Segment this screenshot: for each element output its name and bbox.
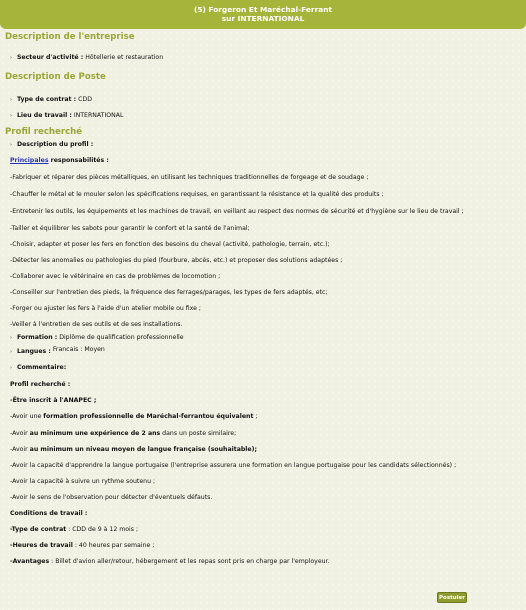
requirement-pace: -Avoir la capacité à suivre un rythme soutenu ; <box>10 478 156 485</box>
training-row: › Formation : Diplôme de qualification professionnelle <box>10 334 184 341</box>
responsibility-item: -Chauffer le métal et le mouler selon les spécifications requises, en garantissant la résistance et la qualité des produits ; <box>10 191 384 198</box>
contract-row: › Type de contrat : CDD <box>10 96 92 103</box>
responsibility-item: -Tailler et équilibrer les sabots pour garantir le confort et la santé de l'animal; <box>10 225 250 232</box>
requirement-training: -Avoir une formation professionnelle de Maréchal-ferrantou équivalent ; <box>10 413 258 420</box>
bullet-icon: › <box>10 97 12 103</box>
anapec-requirement: -Être inscrit à l'ANAPEC ; <box>10 397 97 404</box>
bullet-icon: › <box>10 55 12 61</box>
bullet-icon: › <box>10 142 12 148</box>
job-header <box>0 0 526 29</box>
requirement-experience: -Avoir au minimum une expérience de 2 ans dans un poste similaire; <box>10 430 237 437</box>
responsibilities-heading: Principales responsabilités : <box>10 157 109 164</box>
bullet-icon: › <box>10 349 12 355</box>
condition-benefits: -Avantages : Billet d'avion aller/retour, hébergement et les repas sont pris en charge par l'employeur. <box>10 558 330 565</box>
conditions-label: Conditions de travail : <box>10 510 88 517</box>
job-title: (5) Forgeron Et Maréchal-Ferrant <box>193 5 333 14</box>
responsibility-item: -Forger ou ajuster les fers à l'aide d'un atelier mobile ou fixe ; <box>10 305 202 312</box>
responsibility-item: -Détecter les anomalies ou pathologies du pied (fourbure, abcès, etc.) et proposer des solutions adaptées ; <box>10 257 343 264</box>
responsibility-item: -Entretenir les outils, les équipements et les machines de travail, en veillant au respect des normes de sécurité et d'hygiène sur le lieu de travail ; <box>10 208 464 215</box>
location-row: › Lieu de travail : INTERNATIONAL <box>10 112 124 119</box>
sector-row: › Secteur d'activité : Hôtellerie et restauration <box>10 54 164 61</box>
requirement-french: -Avoir au minimum un niveau moyen de langue française (souhaitable); <box>10 446 257 453</box>
responsibility-item: -Choisir, adapter et poser les fers en fonction des besoins du cheval (activité, pathologie, terrain, etc.); <box>10 241 330 248</box>
section-title-profile: Profil recherché <box>5 127 83 137</box>
requirement-observation: -Avoir le sens de l'observation pour détecter d'éventuels défauts. <box>10 494 213 501</box>
sub-profile-label: Profil recherché : <box>10 381 71 388</box>
profile-desc-row: › Description du profil : <box>10 141 94 148</box>
bullet-icon: › <box>10 335 12 341</box>
job-location: sur INTERNATIONAL <box>221 14 305 23</box>
comment-row: › Commentaire: <box>10 364 67 371</box>
requirement-portuguese: -Avoir la capacité d'apprendre la langue portugaise (l'entreprise assurera une formation en langue portugaise pour les candidats sélectionnés) ; <box>10 462 457 469</box>
section-title-post: Description de Poste <box>5 72 106 82</box>
apply-button[interactable]: Postuler <box>437 592 467 603</box>
condition-hours: -Heures de travail : 40 heures par semaine ; <box>10 542 155 549</box>
condition-contract: -Type de contrat : CDD de 9 à 12 mois ; <box>10 526 139 533</box>
responsibility-item: -Conseiller sur l'entretien des pieds, la fréquence des ferrages/parages, les types de fers adaptés, etc; <box>10 289 328 296</box>
responsibilities-link[interactable]: Principales <box>10 157 49 164</box>
responsibility-item: -Veiller à l'entretien de ses outils et de ses installations. <box>10 321 183 328</box>
bullet-icon: › <box>10 113 12 119</box>
responsibility-item: -Collaborer avec le vétérinaire en cas de problèmes de locomotion ; <box>10 273 221 280</box>
section-title-company: Description de l'entreprise <box>5 32 135 42</box>
bullet-icon: › <box>10 365 12 371</box>
responsibility-item: -Fabriquer et réparer des pièces métalliques, en utilisant les techniques traditionnelles de forgeage et de soudage ; <box>10 174 369 181</box>
languages-row: › Langues : Francais : Moyen <box>10 346 105 355</box>
